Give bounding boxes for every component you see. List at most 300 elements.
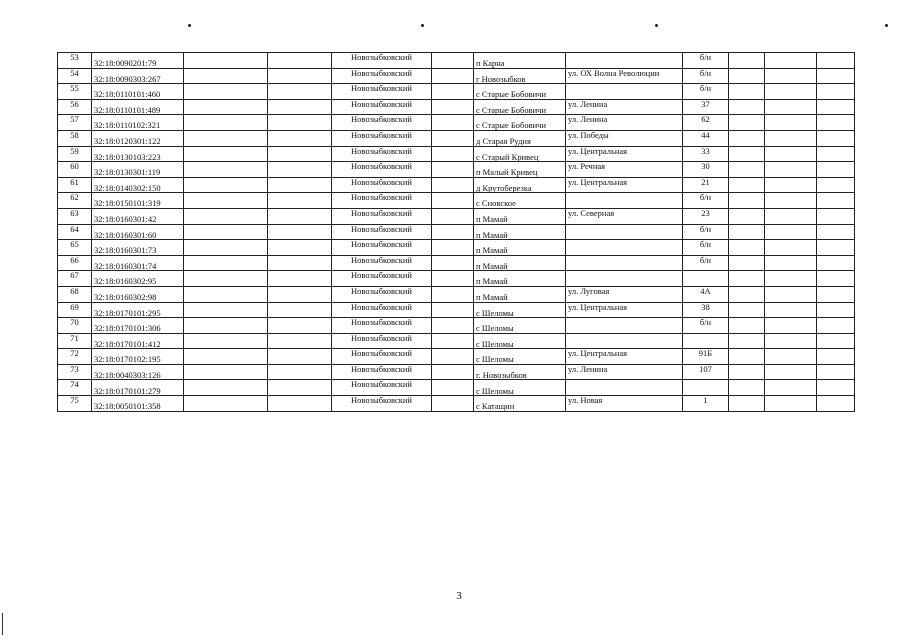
empty-cell — [268, 302, 332, 318]
street-name — [566, 333, 683, 349]
empty-cell — [184, 302, 268, 318]
empty-cell — [268, 177, 332, 193]
house-number: б/н — [683, 224, 729, 240]
locality-name: г. Новозыбков — [474, 364, 566, 380]
table-row — [58, 224, 855, 240]
empty-cell — [817, 364, 855, 380]
locality-name: с Шеломы — [474, 349, 566, 365]
house-number: 30 — [683, 162, 729, 178]
cadastral-number: 32:18:0160302:95 — [92, 271, 184, 287]
row-number: 57 — [58, 115, 92, 131]
scan-dot — [421, 24, 424, 27]
empty-cell — [817, 349, 855, 365]
table-row — [58, 130, 855, 146]
district-name: Новозыбковский — [332, 333, 432, 349]
empty-cell — [268, 333, 332, 349]
locality-name: с Шеломы — [474, 380, 566, 396]
empty-cell — [729, 162, 765, 178]
table-row — [58, 208, 855, 224]
empty-cell — [817, 224, 855, 240]
row-number: 56 — [58, 99, 92, 115]
empty-cell — [729, 240, 765, 256]
empty-cell — [765, 380, 817, 396]
empty-cell — [184, 364, 268, 380]
empty-cell — [184, 146, 268, 162]
locality-name: с Шеломы — [474, 318, 566, 334]
empty-cell — [184, 318, 268, 334]
empty-cell — [268, 115, 332, 131]
empty-cell — [432, 302, 474, 318]
table-row — [58, 115, 855, 131]
empty-cell — [432, 162, 474, 178]
house-number — [683, 271, 729, 287]
table-row — [58, 177, 855, 193]
empty-cell — [765, 208, 817, 224]
locality-name: д Старая Рудня — [474, 130, 566, 146]
street-name — [566, 224, 683, 240]
empty-cell — [765, 146, 817, 162]
empty-cell — [268, 99, 332, 115]
cadastral-number: 32:18:0090303:267 — [92, 68, 184, 84]
row-number: 68 — [58, 286, 92, 302]
empty-cell — [817, 271, 855, 287]
table-row — [58, 84, 855, 100]
table-row — [58, 302, 855, 318]
house-number: б/н — [683, 255, 729, 271]
district-name: Новозыбковский — [332, 146, 432, 162]
table-row — [58, 271, 855, 287]
district-name: Новозыбковский — [332, 84, 432, 100]
cadastral-number: 32:18:0130301:119 — [92, 162, 184, 178]
table-row — [58, 146, 855, 162]
cadastral-number: 32:18:0040303:126 — [92, 364, 184, 380]
district-name: Новозыбковский — [332, 380, 432, 396]
row-number: 65 — [58, 240, 92, 256]
empty-cell — [765, 396, 817, 412]
empty-cell — [817, 162, 855, 178]
empty-cell — [729, 208, 765, 224]
district-name: Новозыбковский — [332, 271, 432, 287]
locality-name: п Мамай — [474, 255, 566, 271]
locality-name: д Крутоберезка — [474, 177, 566, 193]
empty-cell — [817, 208, 855, 224]
empty-cell — [268, 240, 332, 256]
empty-cell — [184, 162, 268, 178]
house-number: 91Б — [683, 349, 729, 365]
empty-cell — [432, 99, 474, 115]
table-row — [58, 240, 855, 256]
street-name — [566, 240, 683, 256]
empty-cell — [432, 84, 474, 100]
street-name — [566, 53, 683, 69]
empty-cell — [765, 364, 817, 380]
empty-cell — [817, 240, 855, 256]
empty-cell — [817, 333, 855, 349]
house-number: б/н — [683, 68, 729, 84]
locality-name: с Старый Кривец — [474, 146, 566, 162]
empty-cell — [817, 130, 855, 146]
empty-cell — [432, 380, 474, 396]
empty-cell — [765, 53, 817, 69]
row-number: 74 — [58, 380, 92, 396]
house-number: б/н — [683, 240, 729, 256]
district-name: Новозыбковский — [332, 162, 432, 178]
street-name — [566, 255, 683, 271]
scan-dot — [188, 24, 191, 27]
row-number: 59 — [58, 146, 92, 162]
locality-name: с Шеломы — [474, 333, 566, 349]
street-name: ул. Ленина — [566, 364, 683, 380]
table-row — [58, 255, 855, 271]
empty-cell — [184, 53, 268, 69]
locality-name: п Малый Кривец — [474, 162, 566, 178]
street-name: ул. Ленина — [566, 99, 683, 115]
row-number: 53 — [58, 53, 92, 69]
empty-cell — [268, 53, 332, 69]
empty-cell — [765, 318, 817, 334]
empty-cell — [268, 224, 332, 240]
district-name: Новозыбковский — [332, 115, 432, 131]
cadastral-number: 32:18:0110101:460 — [92, 84, 184, 100]
row-number: 61 — [58, 177, 92, 193]
empty-cell — [184, 255, 268, 271]
locality-name: с Старые Бобовичи — [474, 115, 566, 131]
locality-name: с Старые Бобовичи — [474, 99, 566, 115]
empty-cell — [729, 84, 765, 100]
row-number: 55 — [58, 84, 92, 100]
street-name — [566, 271, 683, 287]
district-name: Новозыбковский — [332, 302, 432, 318]
street-name: ул. Речная — [566, 162, 683, 178]
cadastral-number: 32:18:0160301:60 — [92, 224, 184, 240]
house-number — [683, 333, 729, 349]
empty-cell — [817, 396, 855, 412]
district-name: Новозыбковский — [332, 53, 432, 69]
locality-name: п Мамай — [474, 224, 566, 240]
empty-cell — [765, 349, 817, 365]
empty-cell — [432, 396, 474, 412]
row-number: 72 — [58, 349, 92, 365]
empty-cell — [184, 286, 268, 302]
locality-name: п Мамай — [474, 286, 566, 302]
house-number: 1 — [683, 396, 729, 412]
empty-cell — [765, 99, 817, 115]
empty-cell — [432, 224, 474, 240]
empty-cell — [268, 130, 332, 146]
empty-cell — [432, 130, 474, 146]
empty-cell — [268, 193, 332, 209]
empty-cell — [817, 146, 855, 162]
district-name: Новозыбковский — [332, 177, 432, 193]
empty-cell — [765, 302, 817, 318]
table-row — [58, 333, 855, 349]
empty-cell — [729, 396, 765, 412]
row-number: 75 — [58, 396, 92, 412]
table-row — [58, 349, 855, 365]
scan-edge-mark — [2, 613, 3, 635]
district-name: Новозыбковский — [332, 364, 432, 380]
empty-cell — [765, 240, 817, 256]
street-name: ул. Ленина — [566, 115, 683, 131]
district-name: Новозыбковский — [332, 224, 432, 240]
cadastral-number: 32:18:0110101:489 — [92, 99, 184, 115]
empty-cell — [432, 271, 474, 287]
empty-cell — [729, 302, 765, 318]
house-number: б/н — [683, 193, 729, 209]
empty-cell — [817, 380, 855, 396]
cadastral-number: 32:18:0140302:150 — [92, 177, 184, 193]
locality-name: с Старые Бобовичи — [474, 84, 566, 100]
house-number: б/н — [683, 53, 729, 69]
row-number: 73 — [58, 364, 92, 380]
empty-cell — [817, 84, 855, 100]
empty-cell — [268, 396, 332, 412]
row-number: 60 — [58, 162, 92, 178]
row-number: 69 — [58, 302, 92, 318]
empty-cell — [432, 349, 474, 365]
empty-cell — [184, 380, 268, 396]
empty-cell — [268, 380, 332, 396]
empty-cell — [184, 130, 268, 146]
table-row — [58, 162, 855, 178]
table-row — [58, 318, 855, 334]
street-name: ул. Луговая — [566, 286, 683, 302]
house-number: 44 — [683, 130, 729, 146]
empty-cell — [432, 208, 474, 224]
empty-cell — [432, 68, 474, 84]
house-number: 107 — [683, 364, 729, 380]
empty-cell — [765, 286, 817, 302]
cadastral-number: 32:18:0120301:122 — [92, 130, 184, 146]
empty-cell — [432, 115, 474, 131]
street-name: ул. Центральная — [566, 146, 683, 162]
cadastral-number: 32:18:0130103:223 — [92, 146, 184, 162]
district-name: Новозыбковский — [332, 68, 432, 84]
empty-cell — [184, 349, 268, 365]
empty-cell — [268, 364, 332, 380]
empty-cell — [729, 364, 765, 380]
empty-cell — [817, 53, 855, 69]
empty-cell — [765, 255, 817, 271]
row-number: 63 — [58, 208, 92, 224]
row-number: 67 — [58, 271, 92, 287]
empty-cell — [268, 349, 332, 365]
empty-cell — [432, 255, 474, 271]
empty-cell — [184, 193, 268, 209]
empty-cell — [729, 286, 765, 302]
empty-cell — [729, 68, 765, 84]
house-number: б/н — [683, 84, 729, 100]
street-name: ул. Победы — [566, 130, 683, 146]
row-number: 66 — [58, 255, 92, 271]
empty-cell — [432, 240, 474, 256]
empty-cell — [184, 177, 268, 193]
locality-name: с Сновское — [474, 193, 566, 209]
empty-cell — [729, 193, 765, 209]
scan-dot — [655, 24, 658, 27]
empty-cell — [817, 99, 855, 115]
street-name — [566, 318, 683, 334]
empty-cell — [268, 84, 332, 100]
empty-cell — [268, 208, 332, 224]
cadastral-number: 32:18:0150101:319 — [92, 193, 184, 209]
cadastral-number: 32:18:0170102:195 — [92, 349, 184, 365]
empty-cell — [765, 68, 817, 84]
table-body — [58, 53, 855, 412]
empty-cell — [729, 130, 765, 146]
empty-cell — [817, 68, 855, 84]
empty-cell — [729, 380, 765, 396]
house-number: 23 — [683, 208, 729, 224]
table-row — [58, 53, 855, 69]
empty-cell — [729, 255, 765, 271]
empty-cell — [817, 318, 855, 334]
street-name — [566, 193, 683, 209]
empty-cell — [729, 318, 765, 334]
empty-cell — [729, 333, 765, 349]
empty-cell — [729, 146, 765, 162]
street-name: ул. Северная — [566, 208, 683, 224]
empty-cell — [765, 84, 817, 100]
empty-cell — [729, 115, 765, 131]
empty-cell — [184, 271, 268, 287]
empty-cell — [765, 115, 817, 131]
table-row — [58, 396, 855, 412]
empty-cell — [817, 286, 855, 302]
empty-cell — [268, 146, 332, 162]
row-number: 70 — [58, 318, 92, 334]
cadastral-number: 32:18:0160301:73 — [92, 240, 184, 256]
cadastral-number: 32:18:0170101:295 — [92, 302, 184, 318]
district-name: Новозыбковский — [332, 396, 432, 412]
empty-cell — [184, 396, 268, 412]
empty-cell — [268, 162, 332, 178]
house-number: 37 — [683, 99, 729, 115]
empty-cell — [765, 224, 817, 240]
empty-cell — [184, 333, 268, 349]
street-name: ул. Новая — [566, 396, 683, 412]
table-row — [58, 193, 855, 209]
empty-cell — [432, 177, 474, 193]
empty-cell — [817, 302, 855, 318]
cadastral-number: 32:18:0170101:279 — [92, 380, 184, 396]
empty-cell — [184, 68, 268, 84]
empty-cell — [729, 177, 765, 193]
street-name: ул. Центральная — [566, 177, 683, 193]
locality-name: с Катащин — [474, 396, 566, 412]
empty-cell — [432, 318, 474, 334]
cadastral-number: 32:18:0170101:306 — [92, 318, 184, 334]
empty-cell — [268, 68, 332, 84]
scan-dot — [885, 24, 888, 27]
table-row — [58, 68, 855, 84]
empty-cell — [268, 286, 332, 302]
district-name: Новозыбковский — [332, 99, 432, 115]
row-number: 54 — [58, 68, 92, 84]
table-row — [58, 380, 855, 396]
house-number: 38 — [683, 302, 729, 318]
house-number: б/н — [683, 318, 729, 334]
empty-cell — [817, 115, 855, 131]
house-number — [683, 380, 729, 396]
empty-cell — [268, 255, 332, 271]
locality-name: с Шеломы — [474, 302, 566, 318]
empty-cell — [765, 333, 817, 349]
row-number: 64 — [58, 224, 92, 240]
empty-cell — [184, 240, 268, 256]
empty-cell — [184, 99, 268, 115]
table-row — [58, 364, 855, 380]
street-name — [566, 380, 683, 396]
empty-cell — [432, 333, 474, 349]
empty-cell — [184, 84, 268, 100]
empty-cell — [817, 177, 855, 193]
district-name: Новозыбковский — [332, 255, 432, 271]
district-name: Новозыбковский — [332, 349, 432, 365]
empty-cell — [765, 193, 817, 209]
street-name — [566, 84, 683, 100]
cadastral-number: 32:18:0160302:98 — [92, 286, 184, 302]
district-name: Новозыбковский — [332, 240, 432, 256]
property-register-table — [57, 52, 855, 412]
empty-cell — [432, 53, 474, 69]
row-number: 58 — [58, 130, 92, 146]
locality-name: г Новозыбков — [474, 68, 566, 84]
district-name: Новозыбковский — [332, 193, 432, 209]
empty-cell — [765, 130, 817, 146]
empty-cell — [184, 224, 268, 240]
empty-cell — [432, 364, 474, 380]
empty-cell — [729, 53, 765, 69]
locality-name: п Мамай — [474, 271, 566, 287]
empty-cell — [729, 271, 765, 287]
cadastral-number: 32:18:0160301:42 — [92, 208, 184, 224]
street-name: ул. Центральная — [566, 349, 683, 365]
empty-cell — [817, 255, 855, 271]
empty-cell — [268, 271, 332, 287]
district-name: Новозыбковский — [332, 208, 432, 224]
house-number: 33 — [683, 146, 729, 162]
row-number: 62 — [58, 193, 92, 209]
table-row — [58, 286, 855, 302]
locality-name: п Мамай — [474, 208, 566, 224]
street-name: ул. Центральная — [566, 302, 683, 318]
table-row — [58, 99, 855, 115]
district-name: Новозыбковский — [332, 286, 432, 302]
empty-cell — [765, 271, 817, 287]
empty-cell — [729, 349, 765, 365]
empty-cell — [729, 224, 765, 240]
street-name: ул. ОХ Волна Революции — [566, 68, 683, 84]
district-name: Новозыбковский — [332, 318, 432, 334]
empty-cell — [268, 318, 332, 334]
house-number: 21 — [683, 177, 729, 193]
empty-cell — [432, 146, 474, 162]
empty-cell — [729, 99, 765, 115]
empty-cell — [184, 115, 268, 131]
cadastral-number: 32:18:0170101:412 — [92, 333, 184, 349]
empty-cell — [184, 208, 268, 224]
cadastral-number: 32:18:0160301:74 — [92, 255, 184, 271]
empty-cell — [432, 286, 474, 302]
cadastral-number: 32:18:0110102:321 — [92, 115, 184, 131]
house-number: 62 — [683, 115, 729, 131]
empty-cell — [765, 177, 817, 193]
locality-name: п Мамай — [474, 240, 566, 256]
page-number: 3 — [456, 590, 462, 602]
empty-cell — [432, 193, 474, 209]
cadastral-number: 32:18:0090201:79 — [92, 53, 184, 69]
